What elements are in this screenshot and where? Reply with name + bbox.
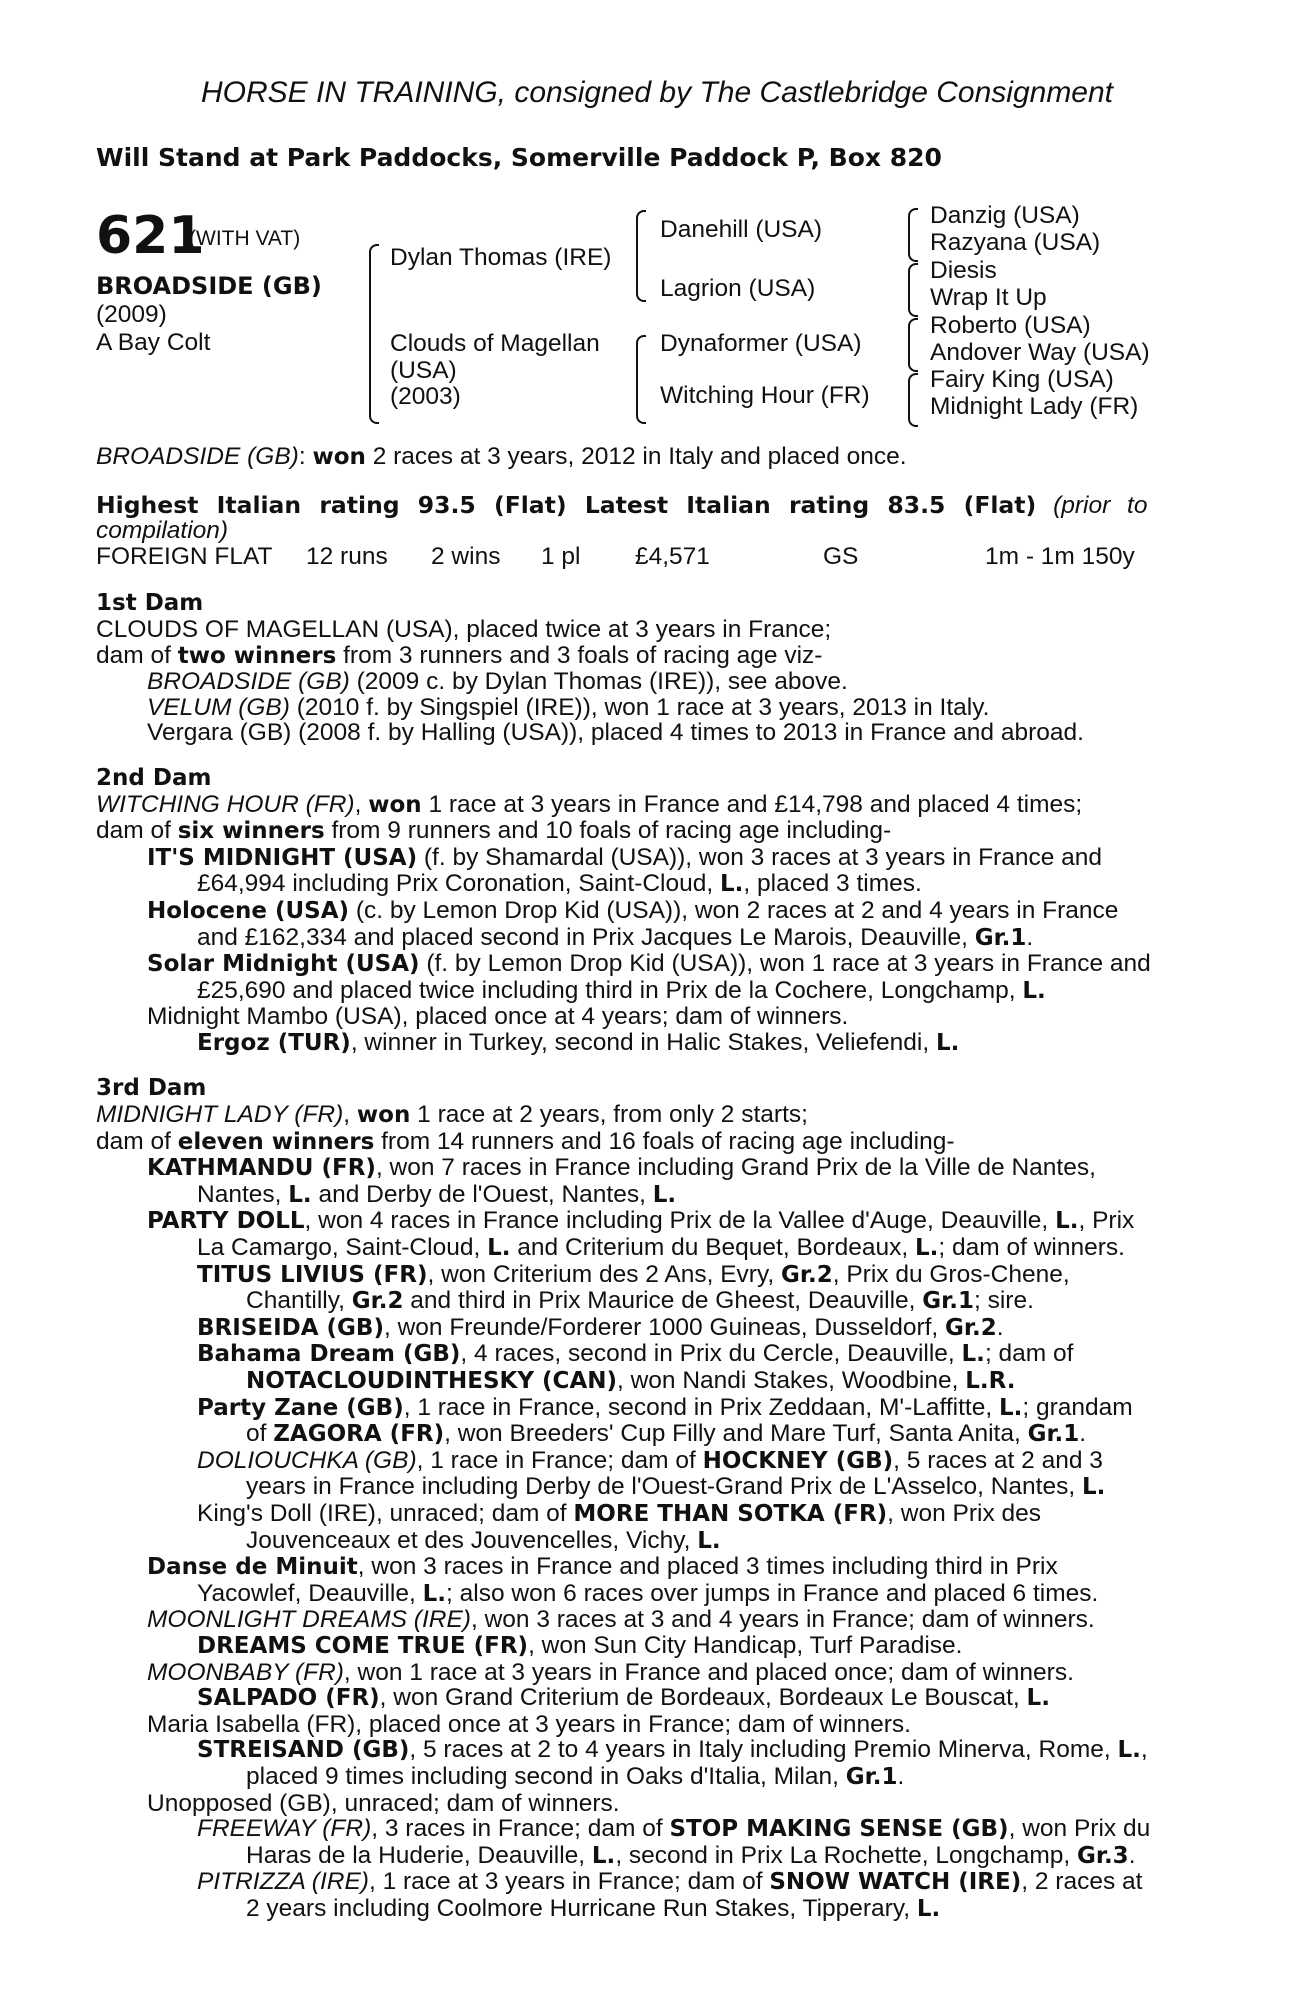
gg-3: Diesis <box>930 257 997 284</box>
dam2-line: £64,994 including Prix Coronation, Saint-Cloud, L., placed 3 times. <box>197 870 922 898</box>
sd-brace <box>636 260 646 302</box>
dam3-line: 2 years including Coolmore Hurricane Run Stakes, Tipperary, L. <box>246 1894 941 1922</box>
dam3-line: dam of eleven winners from 14 runners and 16 foals of racing age including- <box>96 1127 955 1155</box>
dam-line3: (2003) <box>390 383 461 410</box>
dam3-line: MIDNIGHT LADY (FR), won 1 race at 2 years, from only 2 starts; <box>96 1101 808 1129</box>
sire-dam: Lagrion (USA) <box>660 275 816 302</box>
dam3-line: BRISEIDA (GB), won Freunde/Forderer 1000 Guineas, Dusseldorf, Gr.2. <box>197 1313 1004 1341</box>
dam3-line: Danse de Minuit, won 3 races in France and placed 3 times including third in Prix <box>147 1553 1058 1581</box>
dam3-line: TITUS LIVIUS (FR), won Criterium des 2 Ans, Evry, Gr.2, Prix du Gros-Chene, <box>197 1260 1070 1288</box>
dam3-line: King's Doll (IRE), unraced; dam of MORE THAN SOTKA (FR), won Prix des <box>197 1499 1042 1527</box>
dam1-line: Vergara (GB) (2008 f. by Halling (USA)), placed 4 times to 2013 in France and abroad. <box>147 719 1084 747</box>
gg-6: Andover Way (USA) <box>930 339 1150 366</box>
dam-sire: Dynaformer (USA) <box>660 330 862 357</box>
dam2-line: £25,690 and placed twice including third in Prix de la Cochere, Longchamp, L. <box>197 976 1046 1004</box>
horse-name: BROADSIDE (GB) <box>96 272 322 300</box>
summary-line: BROADSIDE (GB): won 2 races at 3 years, 2012 in Italy and placed once. <box>96 443 907 470</box>
dam3-line: years in France including Derby de l'Ouest-Grand Prix de L'Asselco, Nantes, L. <box>246 1473 1106 1501</box>
rating-note: compilation) <box>96 517 229 545</box>
dam3-line: Chantilly, Gr.2 and third in Prix Maurice de Gheest, Deauville, Gr.1; sire. <box>246 1287 1034 1315</box>
dam3-line: Bahama Dream (GB), 4 races, second in Prix du Cercle, Deauville, L.; dam of <box>197 1340 1074 1368</box>
dam3-line: Nantes, L. and Derby de l'Ouest, Nantes, L. <box>197 1180 677 1208</box>
sire: Dylan Thomas (IRE) <box>390 244 612 271</box>
dam1-line: BROADSIDE (GB) (2009 c. by Dylan Thomas (IRE)), see above. <box>147 668 848 696</box>
dam3-line: of ZAGORA (FR), won Breeders' Cup Filly and Mare Turf, Santa Anita, Gr.1. <box>246 1420 1087 1448</box>
dam3-line: MOONLIGHT DREAMS (IRE), won 3 races at 3 and 4 years in France; dam of winners. <box>147 1606 1095 1634</box>
gg-2: Razyana (USA) <box>930 229 1101 256</box>
dam2-heading: 2nd Dam <box>96 764 212 791</box>
gg-8: Midnight Lady (FR) <box>930 393 1139 420</box>
sds-brace <box>908 263 918 317</box>
gg-5: Roberto (USA) <box>930 312 1091 339</box>
dam-brace <box>369 332 379 424</box>
dam3-heading: 3rd Dam <box>96 1075 207 1102</box>
dam3-line: STREISAND (GB), 5 races at 2 to 4 years in Italy including Premio Minerva, Rome, L., <box>197 1736 1148 1764</box>
dam2-line: Holocene (USA) (c. by Lemon Drop Kid (USA)), won 2 races at 2 and 4 years in France <box>147 896 1119 924</box>
dam2-line: and £162,334 and placed second in Prix Jacques Le Marois, Deauville, Gr.1. <box>197 923 1034 951</box>
dam3-line: FREEWAY (FR), 3 races in France; dam of STOP MAKING SENSE (GB), won Prix du <box>197 1815 1151 1843</box>
dam2-line: Ergoz (TUR), winner in Turkey, second in Halic Stakes, Veliefendi, L. <box>197 1028 960 1056</box>
vat-note: (WITH VAT) <box>189 227 301 250</box>
dam1-heading: 1st Dam <box>96 590 204 617</box>
dam3-line: Haras de la Huderie, Deauville, L., second in Prix La Rochette, Longchamp, Gr.3. <box>246 1841 1136 1869</box>
dam3-line: placed 9 times including second in Oaks d'Italia, Milan, Gr.1. <box>246 1762 905 1790</box>
dam-line2: (USA) <box>390 357 457 384</box>
sss-brace <box>908 208 918 262</box>
dam3-line: Yacowlef, Deauville, L.; also won 6 races over jumps in France and placed 6 times. <box>197 1579 1099 1607</box>
sire-brace <box>369 244 379 334</box>
ds-brace <box>636 335 646 382</box>
dam3-line: Party Zane (GB), 1 race in France, second in Prix Zeddaan, M'-Laffitte, L.; grandam <box>197 1393 1133 1421</box>
gg-7: Fairy King (USA) <box>930 366 1114 393</box>
dam3-line: Unopposed (GB), unraced; dam of winners. <box>147 1789 620 1817</box>
dd-brace <box>636 380 646 424</box>
dam1-line: dam of two winners from 3 runners and 3 foals of racing age viz- <box>96 641 823 669</box>
dam2-line: dam of six winners from 9 runners and 10 foals of racing age including- <box>96 817 892 845</box>
dam-dam: Witching Hour (FR) <box>660 382 870 409</box>
rating-line: Highest Italian rating 93.5 (Flat) Latest Italian rating 83.5 (Flat) (prior to <box>96 490 1148 519</box>
dam3-line: PARTY DOLL, won 4 races in France including Prix de la Vallee d'Auge, Deauville, L., Prix <box>147 1207 1135 1235</box>
dam3-line: SALPADO (FR), won Grand Criterium de Bordeaux, Bordeaux Le Bouscat, L. <box>197 1684 1050 1712</box>
lot-number: 621 <box>96 206 205 266</box>
gg-1: Danzig (USA) <box>930 202 1080 229</box>
dam3-line: KATHMANDU (FR), won 7 races in France including Grand Prix de la Ville de Nantes, <box>147 1154 1096 1182</box>
dam2-line: WITCHING HOUR (FR), won 1 race at 3 years in France and £14,798 and placed 4 times; <box>96 790 1083 818</box>
dam3-line: PITRIZZA (IRE), 1 race at 3 years in France; dam of SNOW WATCH (IRE), 2 races at <box>197 1868 1143 1896</box>
dam3-line: NOTACLOUDINTHESKY (CAN), won Nandi Stakes, Woodbine, L.R. <box>246 1367 1016 1394</box>
dam3-line: DREAMS COME TRUE (FR), won Sun City Handicap, Turf Paradise. <box>197 1631 963 1659</box>
dam2-line: Midnight Mambo (USA), placed once at 4 years; dam of winners. <box>147 1003 849 1031</box>
dam-line1: Clouds of Magellan <box>390 330 600 357</box>
dam2-line: Solar Midnight (USA) (f. by Lemon Drop Kid (USA)), won 1 race at 3 years in France and <box>147 950 1151 978</box>
gg-4: Wrap It Up <box>930 284 1047 311</box>
dam2-line: IT'S MIDNIGHT (USA) (f. by Shamardal (USA)), won 3 races at 3 years in France and <box>147 843 1103 871</box>
horse-year: (2009) <box>96 301 167 328</box>
horse-description: A Bay Colt <box>96 329 211 356</box>
dam1-line: CLOUDS OF MAGELLAN (USA), placed twice at 3 years in France; <box>96 615 832 643</box>
sire-sire: Danehill (USA) <box>660 216 823 243</box>
page-title: HORSE IN TRAINING, consigned by The Castlebridge Consignment <box>200 76 1114 109</box>
dam3-line: MOONBABY (FR), won 1 race at 3 years in France and placed once; dam of winners. <box>147 1658 1074 1686</box>
dss-brace <box>908 318 918 372</box>
location: Will Stand at Park Paddocks, Somerville Paddock P, Box 820 <box>96 143 942 172</box>
dds-brace <box>908 373 918 427</box>
dam3-line: Jouvenceaux et des Jouvencelles, Vichy, L. <box>246 1526 721 1554</box>
dam3-line: La Camargo, Saint-Cloud, L. and Criterium du Bequet, Bordeaux, L.; dam of winners. <box>197 1234 1125 1262</box>
dam3-line: DOLIOUCHKA (GB), 1 race in France; dam of HOCKNEY (GB), 5 races at 2 and 3 <box>197 1446 1103 1474</box>
ss-brace <box>636 210 646 262</box>
race-record: FOREIGN FLAT 12 runs 2 wins 1 pl £4,571 GS 1m - 1m 150y <box>96 542 1135 570</box>
dam1-line: VELUM (GB) (2010 f. by Singspiel (IRE)), won 1 race at 3 years, 2013 in Italy. <box>147 693 990 721</box>
dam3-line: Maria Isabella (FR), placed once at 3 years in France; dam of winners. <box>147 1710 911 1738</box>
